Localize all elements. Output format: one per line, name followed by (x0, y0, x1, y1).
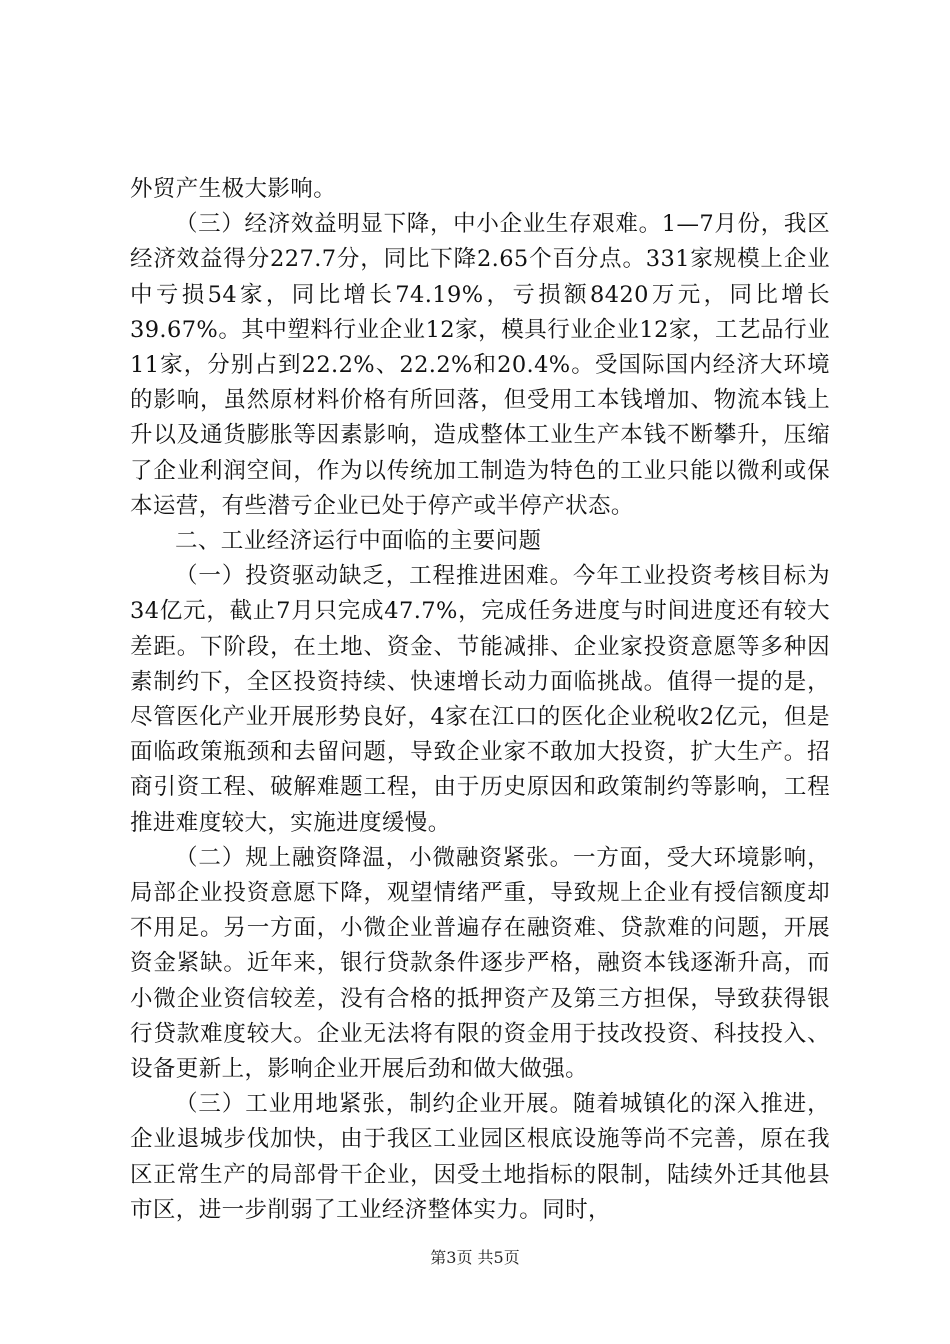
section-heading-main-problems: 二、工业经济运行中面临的主要问题 (175, 528, 542, 555)
document-body (130, 172, 830, 1228)
paragraph-industrial-land: （三）工业用地紧张，制约企业开展。随着城镇化的深入推进，企业退城步伐加快，由于我区工业园区根底设施等尚不完善，原在我区正常生产的局部骨干企业，因受土地指标的限制，陆续外迁其他县市区，进一步削弱了工业经济整体实力。同时， (130, 1091, 830, 1223)
paragraph-investment: （一）投资驱动缺乏，工程推进困难。今年工业投资考核目标为34亿元，截止7月只完成47.7%，完成任务进度与时间进度还有较大差距。下阶段，在土地、资金、节能减排、企业家投资意愿等多种因素制约下，全区投资持续、快速增长动力面临挑战。值得一提的是，尽管医化产业开展形势良好，4家在江口的医化企业税收2亿元，但是面临政策瓶颈和去留问题，导致企业家不敢加大投资，扩大生产。招商引资工程、破解难题工程，由于历史原因和政策制约等影响，工程推进难度较大，实施进度缓慢。 (130, 563, 830, 836)
paragraph-continuation: 外贸产生极大影响。 (130, 176, 337, 202)
page-number-footer: 第3页 共5页 (430, 1248, 520, 1267)
paragraph-financing: （二）规上融资降温，小微融资紧张。一方面，受大环境影响，局部企业投资意愿下降，观望情绪严重，导致规上企业有授信额度却不用足。另一方面，小微企业普遍存在融资难、贷款难的问题，开展资金紧缺。近年来，银行贷款条件逐步严格，融资本钱逐渐升高，而小微企业资信较差，没有合格的抵押资产及第三方担保，导致获得银行贷款难度较大。企业无法将有限的资金用于技改投资、科技投入、设备更新上，影响企业开展后劲和做大做强。 (130, 844, 830, 1083)
paragraph-economic-efficiency: （三）经济效益明显下降，中小企业生存艰难。1—7月份，我区经济效益得分227.7分，同比下降2.65个百分点。331家规模上企业中亏损54家，同比增长74.19%，亏损额8420万元，同比增长39.67%。其中塑料行业企业12家，模具行业企业12家，工艺品行业11家，分别占到22.2%、22.2%和20.4%。受国际国内经济大环境的影响，虽然原材料价格有所回落，但受用工本钱增加、物流本钱上升以及通货膨胀等因素影响，造成整体工业生产本钱不断攀升，压缩了企业利润空间，作为以传统加工制造为特色的工业只能以微利或保本运营，有些潜亏企业已处于停产或半停产状态。 (130, 211, 830, 519)
